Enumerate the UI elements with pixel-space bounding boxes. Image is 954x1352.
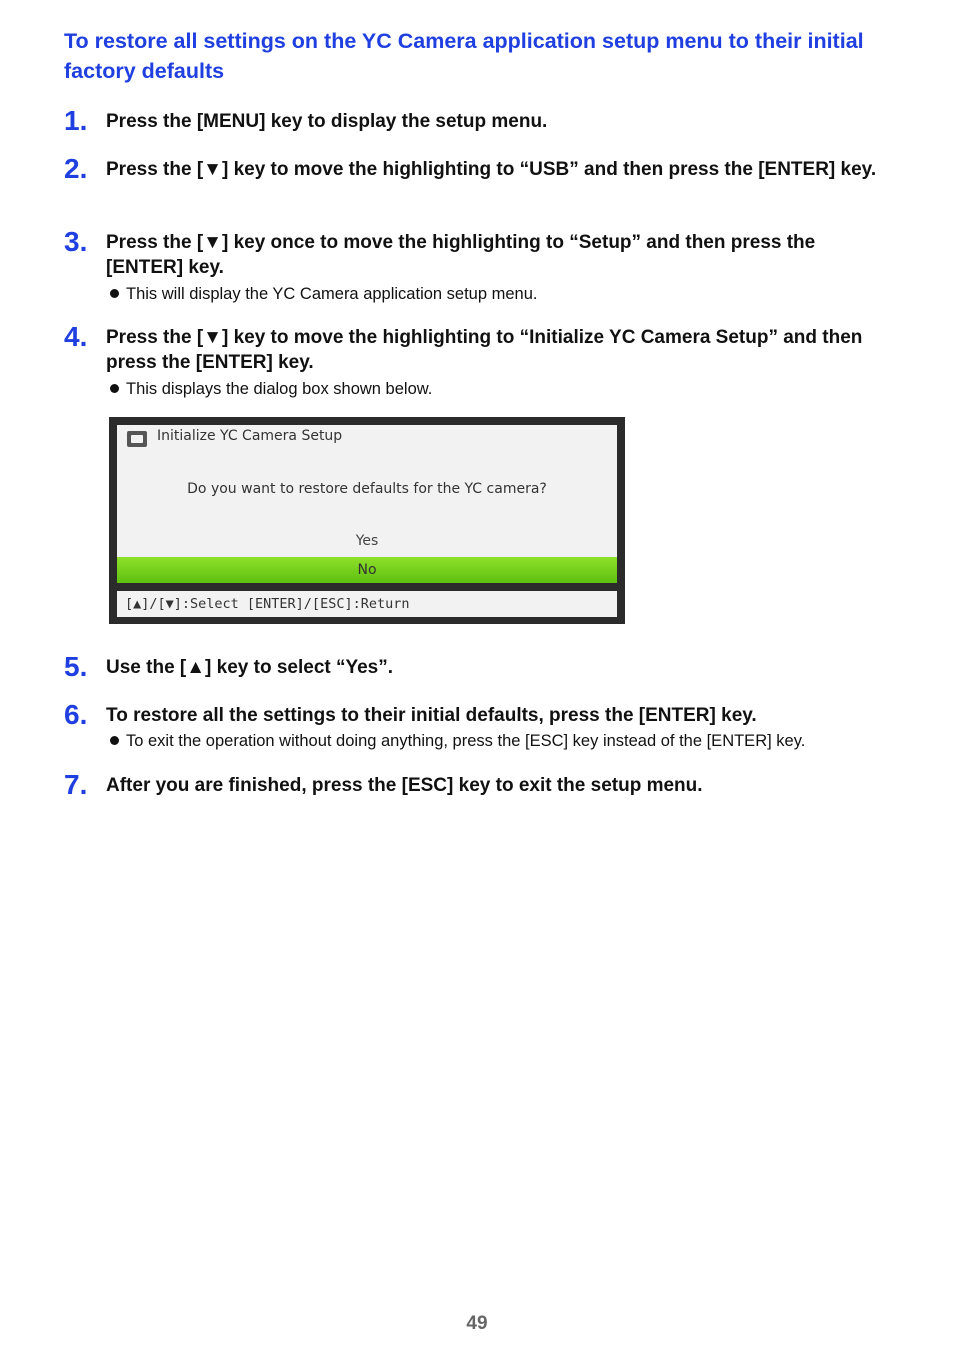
dialog-title: Initialize YC Camera Setup [157,428,343,444]
step-number: 1. [64,105,88,136]
step-note-text: This will display the YC Camera application setup menu. [126,285,538,303]
step-number: 7. [64,769,88,800]
option-no-highlighted: No [117,557,617,583]
step-note-text: This displays the dialog box shown below. [126,380,433,398]
page-number: 49 [466,1313,488,1334]
dialog-question: Do you want to restore defaults for the YC camera? [187,481,547,497]
step-text: Press the [▼] key to move the highlighting to “USB” and then press the [ENTER] key. [106,159,877,180]
step-number: 6. [64,699,88,730]
bullet-icon [110,289,119,298]
step-note-text: To exit the operation without doing anything, press the [ESC] key instead of the [ENTER] key. [126,732,806,750]
step-note [110,731,910,751]
section-title: To restore all settings on the YC Camera application setup menu to their initial factory defaults [64,29,864,83]
step-number: 2. [64,153,88,184]
step-text: To restore all the settings to their initial defaults, press the [ENTER] key. [106,705,757,726]
step-number: 5. [64,651,88,682]
step-note [110,284,910,304]
step-text: Press the [▼] key once to move the highlighting to “Setup” and then press the [ENTER] key. [106,232,816,278]
bullet-icon [110,384,119,393]
step-number: 3. [64,226,88,257]
step-text: Press the [▼] key to move the highlighting to “Initialize YC Camera Setup” and then press the [ENTER] key. [106,327,863,373]
step-number: 4. [64,321,88,352]
step-text: Press the [MENU] key to display the setup menu. [106,111,548,132]
dialog-footer-hint: [▲]/[▼]:Select [ENTER]/[ESC]:Return [117,591,617,617]
option-yes: Yes [355,533,379,549]
dialog-body [117,425,617,583]
step-note [110,379,910,399]
step-text: Use the [▲] key to select “Yes”. [106,657,394,678]
setup-icon [127,431,147,447]
dialog-screenshot [109,417,625,624]
bullet-icon [110,736,119,745]
step-text: After you are finished, press the [ESC] key to exit the setup menu. [106,775,703,796]
